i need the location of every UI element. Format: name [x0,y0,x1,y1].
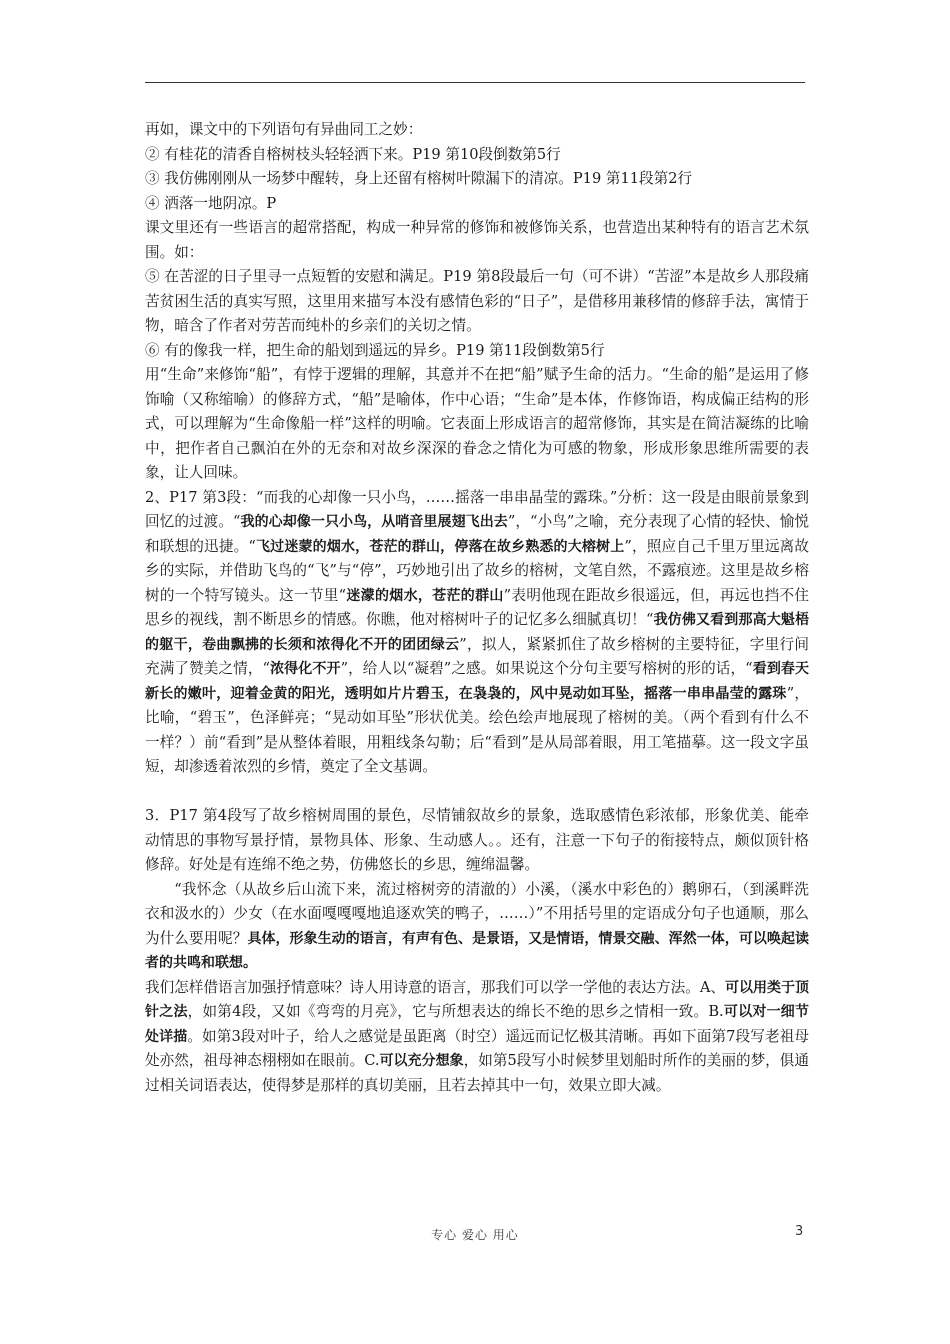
paragraph-p11 [145,878,809,976]
emphasis-text: 可以充分想象 [379,1053,464,1069]
paragraph-text: ”，给人以“凝碧”之感。如果说这个分句主要写榕树的形的话，“ [340,660,753,677]
emphasis-text: 我仿佛又看到那高大魁梧的躯干，卷曲飘拂的长须和浓得化不开的团团绿云 [145,612,810,653]
paragraph-p10 [145,804,809,878]
paragraph-text: ⑥ 有的像我一样，把生命的船划到遥远的异乡。P19 第11段倒数第5行 [145,341,605,359]
paragraph-p8 [145,363,809,486]
paragraph-text: 课文里还有一些语言的超常搭配，构成一种异常的修饰和被修饰关系，也营造出某种特有的语言艺术氛围。如： [145,219,809,261]
emphasis-text: 飞过迷蒙的烟水，苍茫的群山，停落在故乡熟悉的大榕树上 [255,538,625,555]
paragraph-text: ”，比喻，“碧玉”，色泽鲜亮；“晃动如耳坠”形状优美。绘色绘声地展现了榕树的美。（两个看到有什么不一样？）前“看到”是从整体着眼，用粗线条勾勒；后“看到”是从局部着眼，用工笔描摹。这一段文字虽短，却渗透着浓烈的乡情，奠定了全文基调。 [145,684,810,775]
paragraph-text: 用“生命”来修饰“船”，有悖于逻辑的理解，其意并不在把“船”赋予生命的活力。“生命的船”是运用了修饰喻（又称缩喻）的修辞方式，“船”是喻体，作中心语；“生命”是本体，作修饰语，构成偏正结构的形式，可以理解为“生命像船一样”这样的明喻。它表面上形成语言的超常修饰，其实是在简洁凝练的比喻中，把作者自己飘泊在外的无奈和对故乡深深的眷念之情化为可感的物象，形成形象思维所需要的表象，让人回味。 [145,366,809,481]
emphasis-text: 我的心却像一只小鸟，从哨音里展翅飞出去 [240,514,508,530]
document-body [145,118,809,1098]
paragraph-p2 [145,143,809,168]
emphasis-text: 浓得化不开 [269,661,341,677]
paragraph-text: “我怀念（从故乡后山流下来，流过榕树旁的清澈的）小溪，（溪水中彩色的）鹅卵石，（到溪畔洗衣和汲水的）少女（在水面嘎嘎嘎地追逐欢笑的鸭子，……）”不用括号里的定语成分句子也通顺，那么为什么要用呢？ [145,880,809,947]
paragraph-p1 [145,118,809,143]
paragraph-text: ④ 洒落一地阴凉。P [145,194,277,212]
emphasis-text: 看到春天新长的嫩叶，迎着金黄的阳光，透明如片片碧玉，在袅袅的，风中晃动如耳坠，摇落一串串晶莹的露珠 [145,661,810,702]
emphasis-text: 可以用类于顶针之法 [145,979,810,1020]
paragraph-text: ② 有桂花的清香自榕树枝头轻轻洒下来。P19 第10段倒数第5行 [145,145,561,163]
paragraph-p9 [145,486,809,780]
paragraph-gap [145,780,809,805]
paragraph-p7 [145,339,809,364]
emphasis-text: 可以对一细节处详描 [145,1004,810,1045]
header-rule [145,82,805,83]
paragraph-text: 2、P17 第3段：“而我的心却像一只小鸟，……摇落一串串晶莹的露珠。”分析：这一段是由眼前景象到回忆的过渡。“ [145,488,809,530]
paragraph-p3 [145,167,809,192]
paragraph-p6 [145,265,809,339]
footer-motto: 专心 爱心 用心 [431,1228,519,1242]
paragraph-text: ⑤ 在苦涩的日子里寻一点短暂的安慰和满足。P19 第8段最后一句（可不讲）“苦涩”本是故乡人那段痛苦贫困生活的真实写照，这里用来描写本没有感情色彩的“日子”，是借移用兼移情的修辞手法，寓情于物，暗含了作者对劳苦而纯朴的乡亲们的关切之情。 [145,268,809,334]
paragraph-text: ”，照应自己千里万里远离故乡的实际，并借助飞鸟的“飞”与“停”，巧妙地引出了故乡的榕树，文笔自然，不露痕迹。这里是故乡榕树的一个特写镜头。这一节里“ [145,537,810,604]
paragraph-text: 我们怎样借语言加强抒情意味？诗人用诗意的语言，那我们可以学一学他的表达方法。A、 [145,978,725,996]
paragraph-text: 。如第3段对叶子，给人之感觉是虽距离（时空）遥远而记忆极其清晰。再如下面第7段写老祖母处亦然，祖母神态栩栩如在眼前。C. [145,1027,810,1069]
emphasis-text: 具体，形象生动的语言，有声有色、是景语，又是情语，情景交融、浑然一体，可以唤起读者的共鸣和联想。 [145,930,809,971]
paragraph-p5 [145,216,809,265]
paragraph-text: ，如第4段，又如《弯弯的月亮》，它与所想表达的绵长不绝的思乡之情相一致。B. [187,1003,724,1020]
emphasis-text: 迷濛的烟水，苍茫的群山 [346,587,504,604]
paragraph-text: ③ 我仿佛刚刚从一场梦中醒转，身上还留有榕树叶隙漏下的清凉。P19 第11段第2行 [145,170,693,187]
paragraph-text: ”，“小鸟”之喻，充分表现了心情的轻快、愉悦和联想的迅捷。“ [145,513,809,555]
paragraph-text: ，如第5段写小时候梦里划船时所作的美丽的梦，俱通过相关词语表达，使得梦是那样的真切美丽，且若去掉其中一句，效果立即大减。 [145,1052,809,1094]
paragraph-text: ”，拟人，紧紧抓住了故乡榕树的主要特征，字里行间充满了赞美之情，“ [145,635,809,677]
paragraph-text: 再如，课文中的下列语句有异曲同工之妙： [145,121,423,138]
page-number: 3 [795,1224,804,1239]
paragraph-text: ”表明他现在距故乡很遥远，但，再远也挡不住思乡的视线，割不断思乡的情感。你瞧，他对榕树叶子的记忆多么细腻真切！“ [145,586,809,628]
paragraph-p4 [145,192,809,217]
paragraph-p12 [145,976,809,1099]
paragraph-text: 3．P17 第4段写了故乡榕树周围的景色，尽情铺叙故乡的景象，选取感情色彩浓郁，形象优美、能牵动情思的事物写景抒情，景物具体、形象、生动感人。。还有，注意一下句子的衔接特点，颇似顶针格修辞。好处是有连绵不绝之势，仿佛悠长的乡思，缠绵温馨。 [145,807,809,873]
